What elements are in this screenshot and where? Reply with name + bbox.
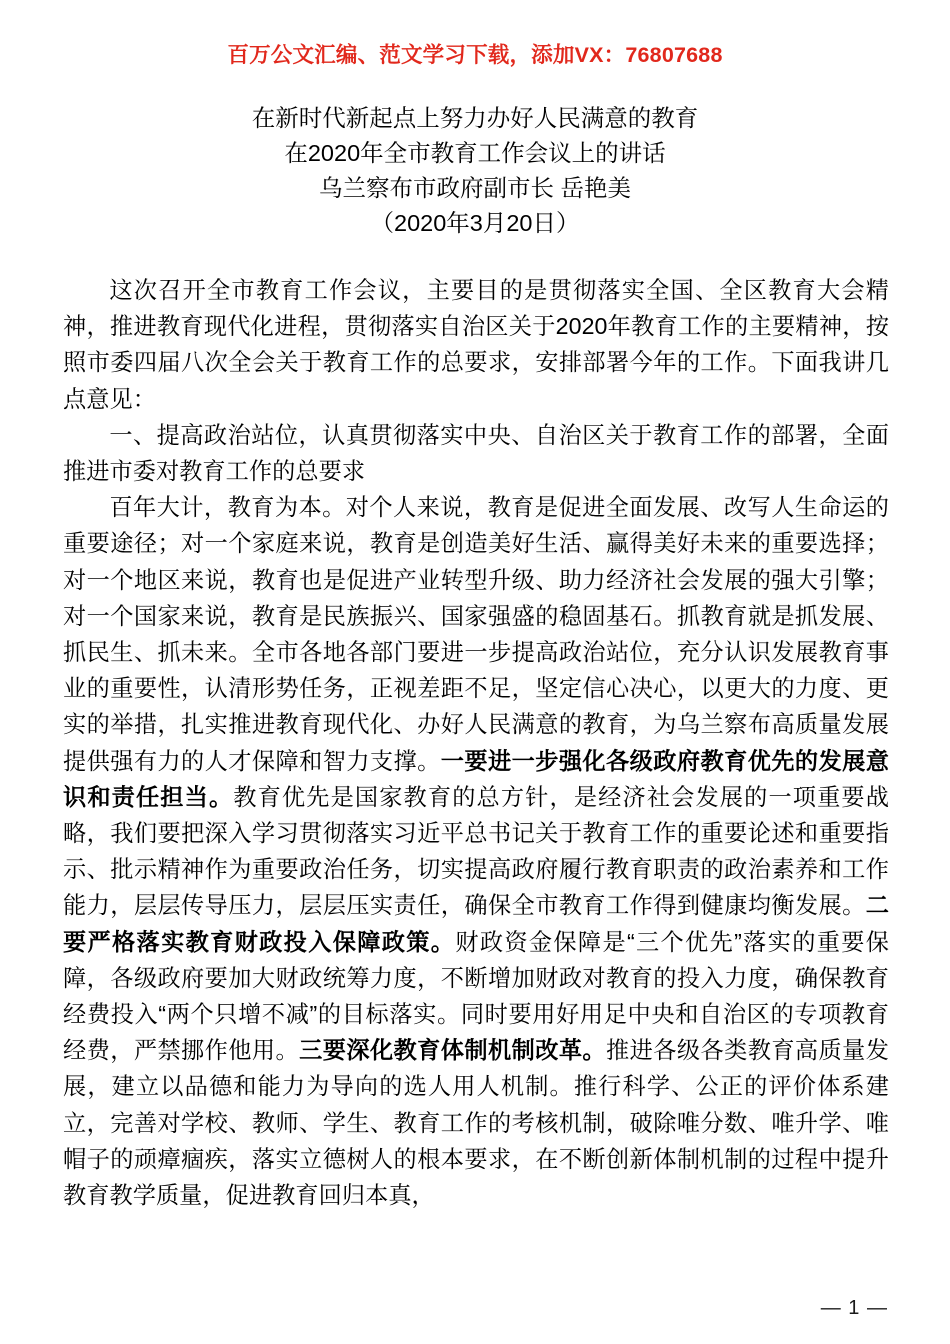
paragraph-segment-plain-4: 推进各级各类教育高质量发展，建立以品德和能力为导向的选人用人机制。推行科学、公正的评价体系建立，完善对学校、教师、学生、教育工作的考核机制，破除唯分数、唯升学、唯帽子的顽瘴痼疾，落实立德树人的根本要求，在不断创新体制机制的过程中提升教育教学质量，促进教育回归本真， <box>63 1037 889 1209</box>
paragraph-segment-bold-3: 三要深化教育体制机制改革。 <box>299 1037 607 1064</box>
promo-banner-text: 百万公文汇编、范文学习下载，添加VX：76807688 <box>227 43 723 67</box>
page-number-footer: — 1 — <box>820 1297 888 1319</box>
document-title-block <box>0 101 950 241</box>
title-line-subtitle: 在2020年全市教育工作会议上的讲话 <box>284 140 666 166</box>
paragraph-intro <box>63 272 889 417</box>
paragraph-education-fundamentals <box>63 489 889 1213</box>
paragraph-segment-plain-3: 财政资金保障是“三个优先”落实的重要保障，各级政府要加大财政统筹力度，不断增加财政对教育的投入力度，确保教育经费投入“两个只增不减”的目标落实。同时要用好用足中央和自治区的专项教育经费，严禁挪作他用。 <box>63 928 889 1064</box>
paragraph-segment-bold-1: 一要进一步强化各级政府教育优先的发展意识和责任担当。 <box>63 747 889 810</box>
section-heading-one-text: 一、提高政治站位，认真贯彻落实中央、自治区关于教育工作的部署，全面推进市委对教育工作的总要求 <box>63 421 889 485</box>
title-line-speaker: 乌兰察布市政府副市长 岳艳美 <box>318 175 632 201</box>
title-line-date: （2020年3月20日） <box>370 210 580 236</box>
title-line-main: 在新时代新起点上努力办好人民满意的教育 <box>251 105 699 131</box>
section-heading-one <box>63 417 889 489</box>
document-body <box>63 272 889 1213</box>
paragraph-segment-plain-2: 教育优先是国家教育的总方针，是经济社会发展的一项重要战略，我们要把深入学习贯彻落实习近平总书记关于教育工作的重要论述和重要指示、批示精神作为重要政治任务，切实提高政府履行教育职责的政治素养和工作能力，层层传导压力，层层压实责任，确保全市教育工作得到健康均衡发展。 <box>63 783 889 919</box>
paragraph-intro-text: 这次召开全市教育工作会议，主要目的是贯彻落实全国、全区教育大会精神，推进教育现代化进程，贯彻落实自治区关于2020年教育工作的主要精神，按照市委四届八次全会关于教育工作的总要求，安排部署今年的工作。下面我讲几点意见： <box>63 277 889 412</box>
paragraph-segment-bold-2: 二要严格落实教育财政投入保障政策。 <box>63 892 889 955</box>
paragraph-segment-plain-1: 百年大计，教育为本。对个人来说，教育是促进全面发展、改写人生命运的重要途径；对一个家庭来说，教育是创造美好生活、赢得美好未来的重要选择；对一个地区来说，教育也是促进产业转型升级、助力经济社会发展的强大引擎；对一个国家来说，教育是民族振兴、国家强盛的稳固基石。抓教育就是抓发展、抓民生、抓未来。全市各地各部门要进一步提高政治站位，充分认识发展教育事业的重要性，认清形势任务，正视差距不足，坚定信心决心，以更大的力度、更实的举措，扎实推进教育现代化、办好人民满意的教育，为乌兰察布高质量发展提供强有力的人才保障和智力支撑。 <box>63 494 889 774</box>
